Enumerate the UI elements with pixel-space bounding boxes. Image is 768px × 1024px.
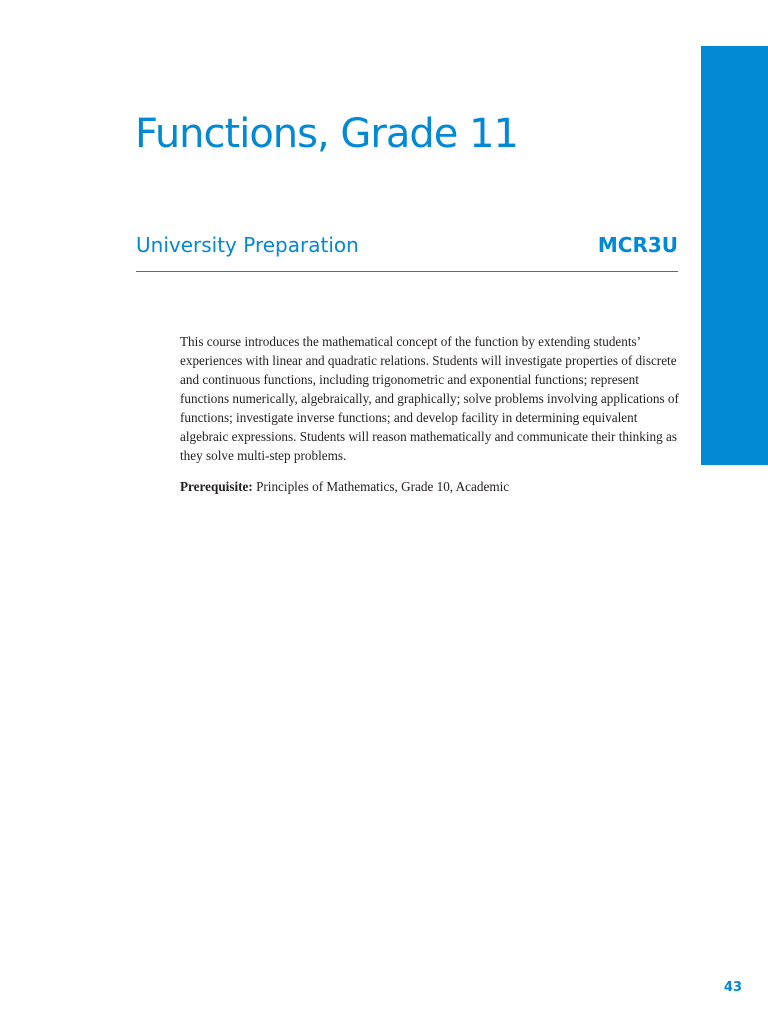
- course-type: University Preparation: [136, 233, 359, 257]
- prerequisite-label: Prerequisite:: [180, 479, 253, 494]
- header-divider: [136, 271, 678, 272]
- page-number: 43: [723, 980, 742, 995]
- section-tab: [701, 46, 768, 465]
- course-description: This course introduces the mathematical concept of the function by extending students’ experiences with linear and quadratic relations. Students will investigate properties of discrete and continuous functions, including trigonometric and exponential functions; represent functions numerically, algebraically, and graphically; solve problems involving applications of functions; investigate inverse functions; and develop facility in determining equivalent algebraic expressions. Students will reason mathematically and communicate their thinking as they solve multi-step problems.: [180, 334, 679, 463]
- prerequisite-value: Principles of Mathematics, Grade 10, Academic: [256, 479, 510, 494]
- page-title: Functions, Grade 11: [135, 111, 518, 157]
- subheading-row: [136, 231, 678, 261]
- prerequisite: [180, 477, 680, 496]
- course-code: MCR3U: [597, 233, 678, 257]
